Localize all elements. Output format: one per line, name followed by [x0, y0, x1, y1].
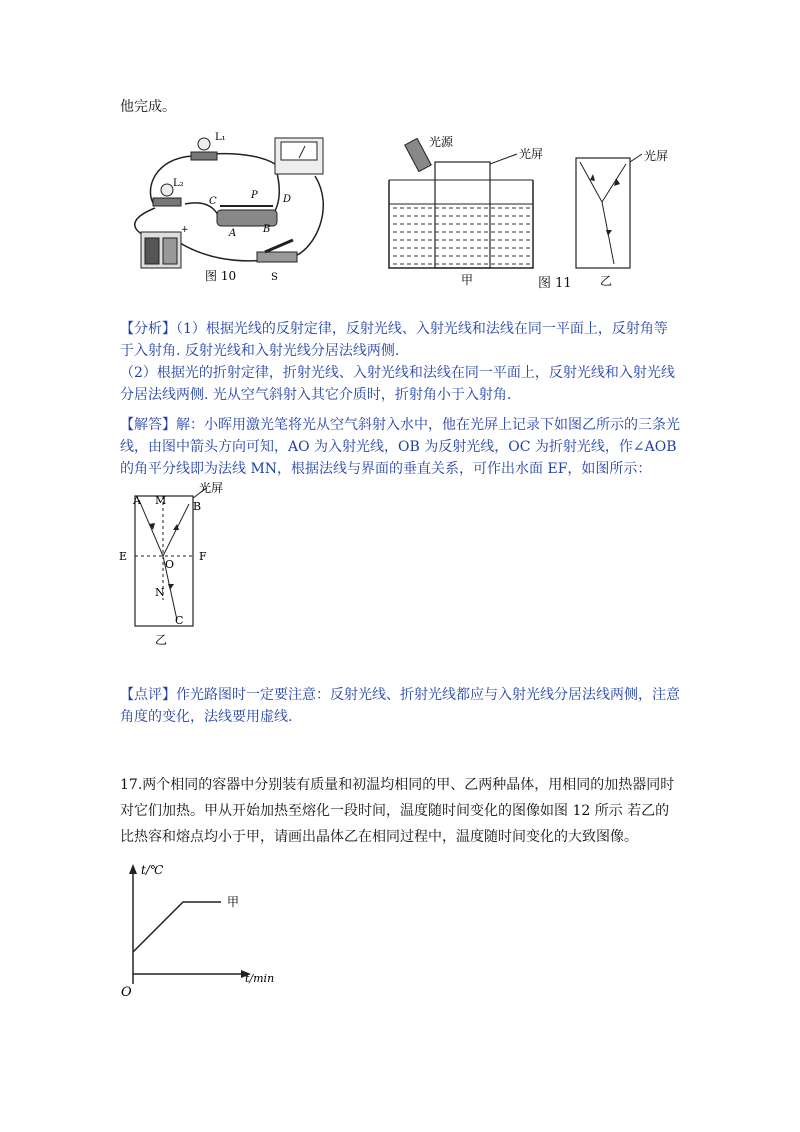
point-M: M	[155, 494, 167, 507]
figure-11-jia	[385, 130, 555, 290]
label-D: D	[283, 194, 292, 205]
analysis-line2: （2）根据光的折射定律，折射光线、入射光线和法线在同一平面上，反射光线和入射光线分居法线两侧. 光从空气斜射入其它介质时，折射角小于入射角.	[120, 365, 675, 403]
comment-paragraph	[120, 684, 680, 728]
solution-tag: 【解答】	[120, 417, 176, 433]
y-axis-label: t/℃	[141, 863, 164, 877]
fig10-caption: 图 10	[205, 269, 237, 283]
jia-sub-caption: 甲	[461, 273, 474, 287]
fig11-caption: 图 11	[538, 276, 572, 291]
question-17: 17.两个相同的容器中分别装有质量和初温均相同的甲、乙两种晶体，用相同的加热器同时对它们加热。甲从开始加热至熔化一段时间，温度随时间变化的图像如图 12 所示 若乙的比热容和熔点均小于甲，请画出晶体乙在相同过程中，温度随时间变化的大致图像。	[120, 777, 675, 845]
analysis-line1	[120, 318, 680, 362]
series-jia-line	[133, 902, 221, 952]
comment-text: 作光路图时一定要注意：反射光线、折射光线都应与入射光线分居法线两侧，注意角度的变化，法线要用虚线.	[120, 687, 680, 725]
y-axis-arrow	[129, 864, 137, 874]
intro-text: 他完成。	[120, 99, 176, 115]
series-jia-label: 甲	[227, 895, 240, 909]
point-C: C	[175, 614, 184, 627]
jia-screen-label: 光屏	[519, 147, 544, 161]
analysis-tag: 【分析】	[120, 321, 176, 337]
x-axis-label: t/min	[245, 972, 275, 985]
label-S: S	[271, 272, 278, 283]
solution-paragraph	[120, 414, 680, 480]
label-L1: L₁	[215, 132, 226, 143]
label-B: B	[263, 224, 271, 235]
temperature-graph	[115, 856, 285, 1006]
figure-11-yi	[570, 140, 680, 290]
point-E: E	[119, 550, 128, 563]
label-A: A	[229, 228, 237, 239]
label-P: P	[251, 190, 258, 201]
yi-screen-label: 光屏	[644, 149, 669, 163]
analysis-line1-text: （1）根据光线的反射定律，反射光线、入射光线和法线在同一平面上，反射角等于入射角. 反射光线和入射光线分居法线两侧.	[120, 321, 668, 359]
jia-source-label: 光源	[429, 135, 454, 149]
point-N: N	[155, 586, 165, 599]
yi-sub-caption: 乙	[600, 274, 613, 288]
point-O: O	[165, 558, 175, 571]
solution-caption: 乙	[155, 633, 168, 647]
point-A: A	[133, 494, 141, 507]
solution-figure	[115, 480, 235, 650]
comment-tag: 【点评】	[120, 687, 176, 703]
label-L2: L₂	[173, 178, 184, 189]
origin-label: O	[121, 985, 132, 1000]
point-F: F	[199, 550, 207, 563]
solution-text: 解：小晖用激光笔将光从空气斜射入水中，他在光屏上记录下如图乙所示的三条光线，由图中箭头方向可知，AO 为入射光线，OB 为反射光线，OC 为折射光线，作∠AOB 的角平分线即为法线 MN，根据法线与界面的垂直关系，可作出水面 EF，如图所示：	[120, 417, 680, 477]
svg-text:+: +	[181, 225, 189, 235]
figure-10-circuit	[125, 128, 345, 288]
solution-screen-label: 光屏	[199, 481, 224, 495]
label-C: C	[209, 196, 217, 207]
point-B: B	[193, 500, 202, 513]
